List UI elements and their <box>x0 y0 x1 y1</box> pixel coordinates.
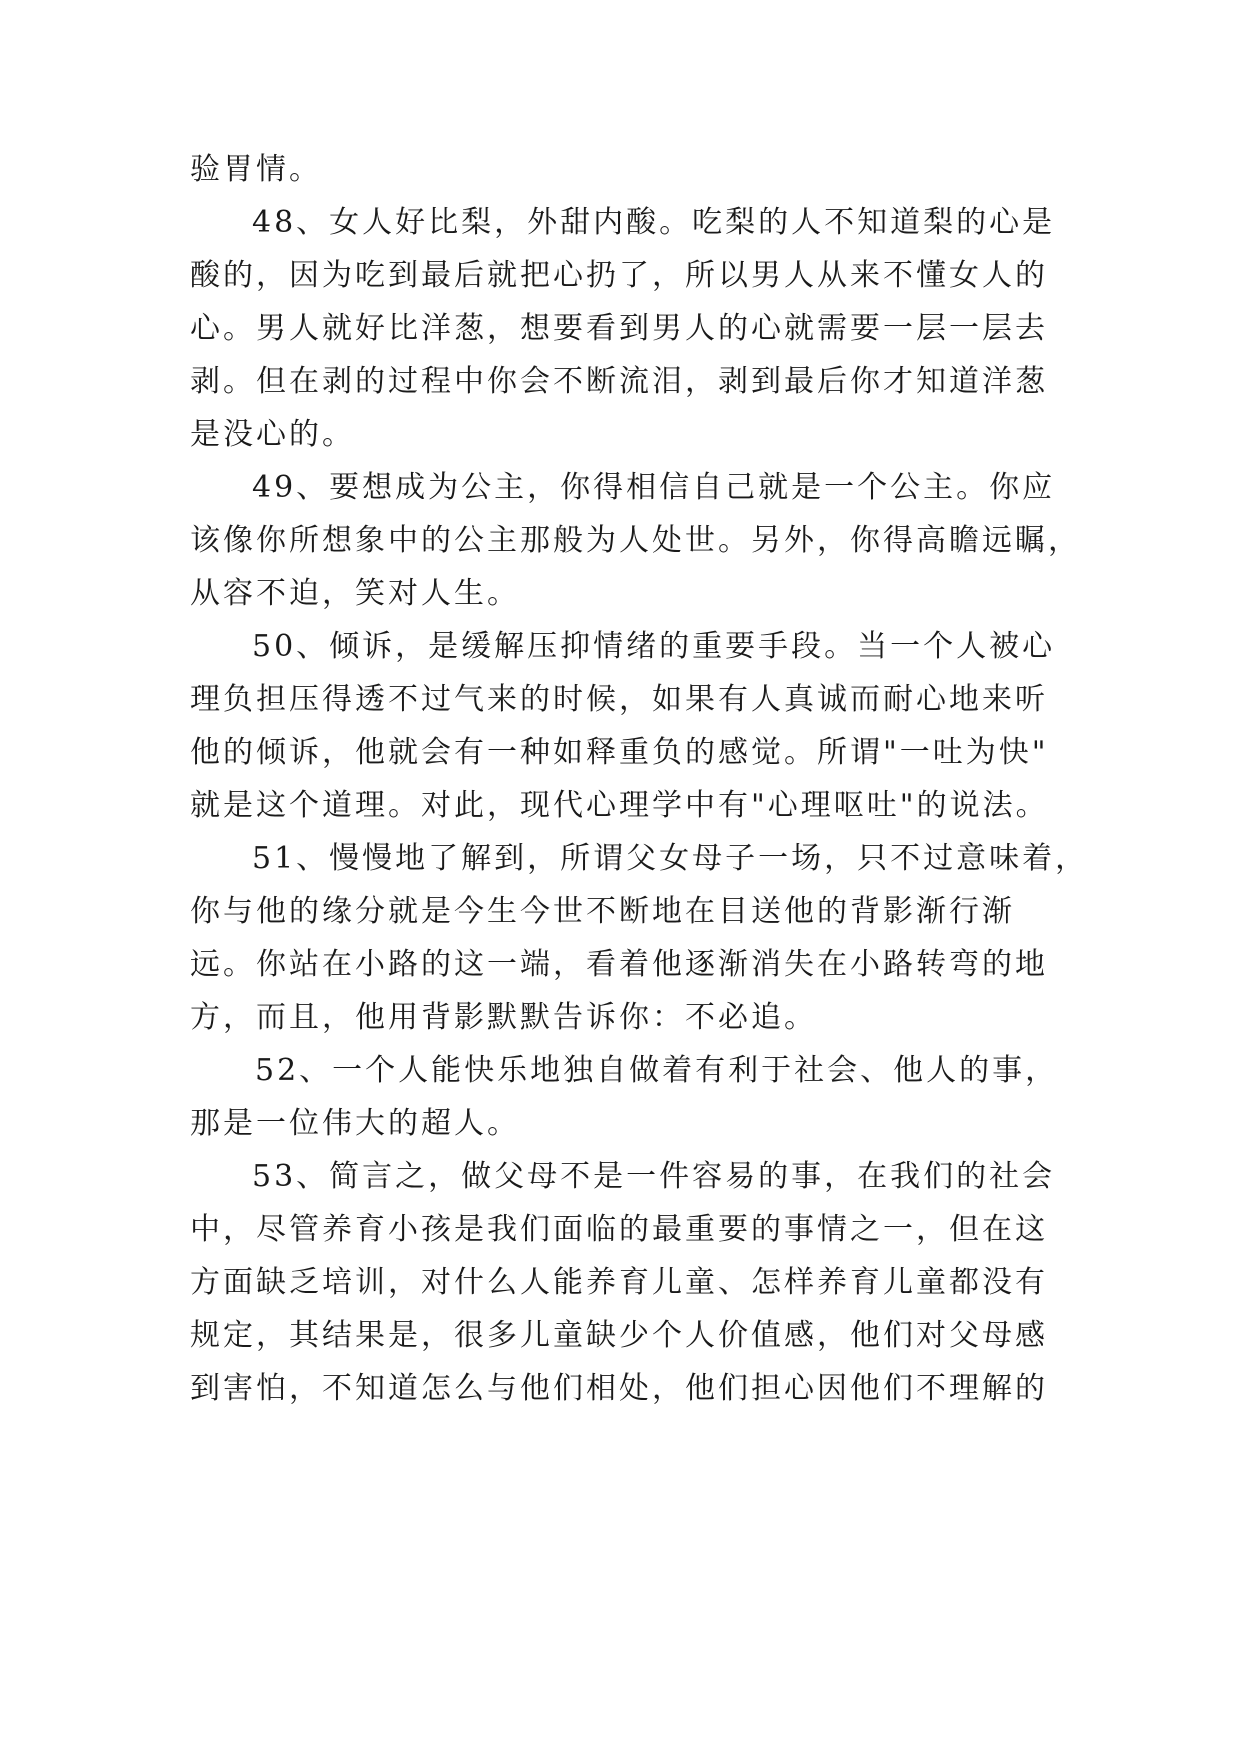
paragraph-52-first-line: 52、一个人能快乐地独自做着有利于社会、他人的事， <box>255 1053 1059 1088</box>
text-line: 剥。但在剥的过程中你会不断流泪，剥到最后你才知道洋葱 <box>190 364 1048 399</box>
text-line: 中，尽管养育小孩是我们面临的最重要的事情之一，但在这 <box>190 1212 1048 1247</box>
text-line: 验胃情。 <box>190 152 322 187</box>
text-line: 就是这个道理。对此，现代心理学中有"心理呕吐"的说法。 <box>190 788 1049 823</box>
text-line: 酸的，因为吃到最后就把心扔了，所以男人从来不懂女人的 <box>190 258 1048 293</box>
text-line: 你与他的缘分就是今生今世不断地在目送他的背影渐行渐 <box>190 894 1015 929</box>
paragraph-53-first-line: 53、简言之，做父母不是一件容易的事，在我们的社会 <box>252 1159 1056 1194</box>
text-line: 心。男人就好比洋葱，想要看到男人的心就需要一层一层去 <box>190 311 1048 346</box>
paragraph-49-first-line: 49、要想成为公主，你得相信自己就是一个公主。你应 <box>252 470 1056 505</box>
paragraph-48-first-line: 48、女人好比梨，外甜内酸。吃梨的人不知道梨的心是 <box>252 205 1056 240</box>
text-line: 远。你站在小路的这一端，看着他逐渐消失在小路转弯的地 <box>190 947 1048 982</box>
text-line: 那是一位伟大的超人。 <box>190 1106 520 1141</box>
text-line: 该像你所想象中的公主那般为人处世。另外，你得高瞻远瞩， <box>190 523 1081 558</box>
paragraph-51-first-line: 51、慢慢地了解到，所谓父女母子一场，只不过意味着， <box>252 841 1089 876</box>
text-line: 他的倾诉，他就会有一种如释重负的感觉。所谓"一吐为快" <box>190 735 1049 770</box>
text-line: 方，而且，他用背影默默告诉你：不必追。 <box>190 1000 817 1035</box>
text-line: 理负担压得透不过气来的时候，如果有人真诚而耐心地来听 <box>190 682 1048 717</box>
text-line: 方面缺乏培训，对什么人能养育儿童、怎样养育儿童都没有 <box>190 1265 1048 1300</box>
text-line: 是没心的。 <box>190 417 355 452</box>
text-line: 到害怕，不知道怎么与他们相处，他们担心因他们不理解的 <box>190 1371 1048 1406</box>
paragraph-50-first-line: 50、倾诉，是缓解压抑情绪的重要手段。当一个人被心 <box>252 629 1056 664</box>
text-line: 从容不迫，笑对人生。 <box>190 576 520 611</box>
text-line: 规定，其结果是，很多儿童缺少个人价值感，他们对父母感 <box>190 1318 1048 1353</box>
